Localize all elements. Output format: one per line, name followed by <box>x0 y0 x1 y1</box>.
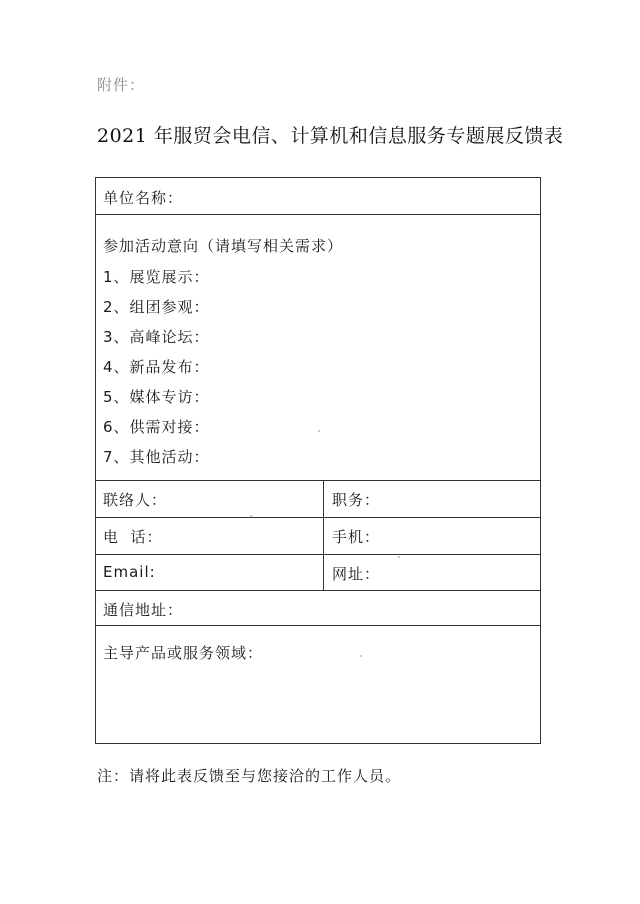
column-divider <box>323 481 324 517</box>
column-divider <box>323 518 324 554</box>
products-label: 主导产品或服务领域： <box>103 644 264 662</box>
row-products <box>96 626 540 743</box>
scan-speck <box>360 655 362 657</box>
row-unit-name <box>96 178 540 215</box>
scan-speck <box>318 430 320 432</box>
contact-label: 联络人： <box>103 491 168 509</box>
activity-item: 2、组团参观： <box>103 298 210 316</box>
activity-heading: 参加活动意向（请填写相关需求） <box>103 237 344 255</box>
row-address <box>96 591 540 626</box>
phone-label: 电 话： <box>103 528 163 546</box>
activity-item: 6、供需对接： <box>103 418 210 436</box>
unit-name-label: 单位名称： <box>103 189 184 207</box>
row-contact <box>96 481 540 518</box>
address-label: 通信地址： <box>103 601 184 619</box>
column-divider <box>323 555 324 590</box>
footer-note: 注：请将此表反馈至与您接洽的工作人员。 <box>97 767 402 785</box>
activity-item: 5、媒体专访： <box>103 388 210 406</box>
website-label: 网址： <box>332 565 381 583</box>
activity-item: 4、新品发布： <box>103 358 210 376</box>
mobile-label: 手机： <box>332 528 381 546</box>
activity-item: 3、高峰论坛： <box>103 328 210 346</box>
activity-item: 1、展览展示： <box>103 268 210 286</box>
attachment-label: 附件： <box>97 76 146 94</box>
email-label: Email: <box>103 563 156 581</box>
row-phone <box>96 518 540 555</box>
position-label: 职务： <box>332 491 381 509</box>
activity-item: 7、其他活动： <box>103 448 210 466</box>
scan-speck <box>398 556 400 558</box>
scan-speck <box>250 515 252 517</box>
page-title: 2021 年服贸会电信、计算机和信息服务专题展反馈表 <box>97 125 564 147</box>
row-activities <box>96 215 540 481</box>
row-email <box>96 555 540 591</box>
feedback-form-table <box>95 177 541 744</box>
